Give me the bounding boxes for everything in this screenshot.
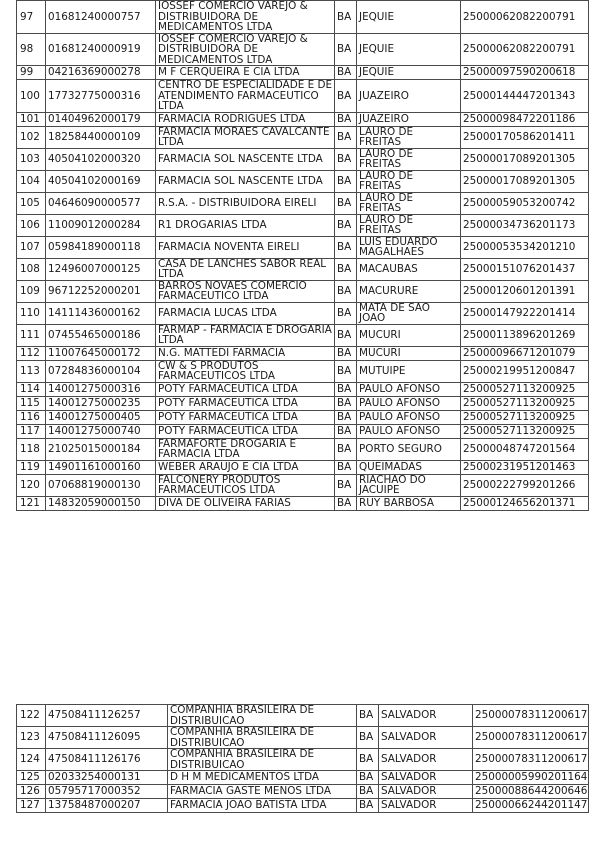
table-row [17,705,589,727]
cnpj-cell: 14901161000160 [46,460,156,474]
row-number: 108 [17,258,46,280]
company-name-cell: FARMACIA SOL NASCENTE LTDA [156,170,335,192]
cnpj-cell: 04216369000278 [46,66,156,80]
cnpj-cell: 13758487000207 [46,799,168,813]
row-number: 115 [17,396,46,410]
process-code-cell: 25000062082200791 [461,33,589,66]
process-code-cell: 25000170586201411 [461,126,589,148]
state-cell: BA [357,749,379,771]
city-cell: MACAUBAS [357,258,461,280]
table-row [17,460,589,474]
table-row [17,280,589,302]
state-cell: BA [335,112,357,126]
company-name-cell: IOSSEF COMERCIO VAREJO & DISTRIBUIDORA DE MEDICAMENTOS LTDA [156,1,335,34]
cnpj-cell: 18258440000109 [46,126,156,148]
city-cell: LAURO DE FREITAS [357,214,461,236]
process-code-cell: 25000078311200617 [473,727,589,749]
company-name-cell: FALCONERY PRODUTOS FARMACEUTICOS LTDA [156,474,335,496]
company-name-cell: R1 DROGARIAS LTDA [156,214,335,236]
company-name-cell: FARMACIA RODRIGUES LTDA [156,112,335,126]
table-row [17,66,589,80]
table-row [17,771,589,785]
company-name-cell: CASA DE LANCHES SABOR REAL LTDA [156,258,335,280]
process-code-cell: 25000147922201414 [461,302,589,324]
row-number: 103 [17,148,46,170]
company-name-cell: IOSSEF COMERCIO VAREJO & DISTRIBUIDORA DE MEDICAMENTOS LTDA [156,33,335,66]
company-name-cell: FARMACIA SOL NASCENTE LTDA [156,148,335,170]
city-cell: PAULO AFONSO [357,382,461,396]
company-name-cell: DIVA DE OLIVEIRA FARIAS [156,496,335,510]
state-cell: BA [335,474,357,496]
row-number: 114 [17,382,46,396]
cnpj-cell: 40504102000169 [46,170,156,192]
table-row [17,474,589,496]
cnpj-cell: 07455465000186 [46,324,156,346]
table-row [17,302,589,324]
city-cell: MATA DE SAO JOAO [357,302,461,324]
state-cell: BA [335,302,357,324]
cnpj-cell: 12496007000125 [46,258,156,280]
city-cell: QUEIMADAS [357,460,461,474]
state-cell: BA [335,346,357,360]
row-number: 106 [17,214,46,236]
state-cell: BA [335,126,357,148]
process-code-cell: 25000120601201391 [461,280,589,302]
state-cell: BA [357,727,379,749]
company-name-cell: FARMAP - FARMACIA E DROGARIA LTDA [156,324,335,346]
company-name-cell: FARMACIA NOVENTA EIRELI [156,236,335,258]
state-cell: BA [357,785,379,799]
company-name-cell: WEBER ARAUJO E CIA LTDA [156,460,335,474]
city-cell: JEQUIE [357,33,461,66]
state-cell: BA [335,1,357,34]
cnpj-cell: 01681240000757 [46,1,156,34]
state-cell: BA [357,705,379,727]
table-row [17,727,589,749]
state-cell: BA [335,148,357,170]
cnpj-cell: 05984189000118 [46,236,156,258]
city-cell: LAURO DE FREITAS [357,126,461,148]
company-name-cell: COMPANHIA BRASILEIRA DE DISTRIBUICAO [168,705,357,727]
row-number: 122 [17,705,46,727]
cnpj-cell: 11007645000172 [46,346,156,360]
company-name-cell: COMPANHIA BRASILEIRA DE DISTRIBUICAO [168,749,357,771]
cnpj-cell: 17732775000316 [46,80,156,113]
city-cell: RUY BARBOSA [357,496,461,510]
table-row [17,360,589,382]
state-cell: BA [335,192,357,214]
process-code-cell: 25000078311200617 [473,749,589,771]
row-number: 123 [17,727,46,749]
row-number: 118 [17,438,46,460]
row-number: 107 [17,236,46,258]
row-number: 104 [17,170,46,192]
company-name-cell: CENTRO DE ESPECIALIDADE E DE ATENDIMENTO FARMACEUTICO LTDA [156,80,335,113]
cnpj-cell: 07284836000104 [46,360,156,382]
company-name-cell: M F CERQUEIRA E CIA LTDA [156,66,335,80]
company-name-cell: POTY FARMACEUTICA LTDA [156,382,335,396]
table-row [17,258,589,280]
company-name-cell: FARMAFORTE DROGARIA E FARMACIA LTDA [156,438,335,460]
cnpj-cell: 47508411126095 [46,727,168,749]
city-cell: JEQUIE [357,1,461,34]
table-row [17,396,589,410]
row-number: 112 [17,346,46,360]
company-name-cell: FARMACIA GASTE MENOS LTDA [168,785,357,799]
row-number: 119 [17,460,46,474]
row-number: 117 [17,424,46,438]
row-number: 126 [17,785,46,799]
cnpj-cell: 14001275000316 [46,382,156,396]
company-name-cell: FARMACIA JOAO BATISTA LTDA [168,799,357,813]
table-row [17,496,589,510]
table-row [17,799,589,813]
process-code-cell: 25000078311200617 [473,705,589,727]
cnpj-cell: 01681240000919 [46,33,156,66]
company-name-cell: R.S.A. - DISTRIBUIDORA EIRELI [156,192,335,214]
process-code-cell: 25000017089201305 [461,170,589,192]
table-row [17,170,589,192]
state-cell: BA [357,799,379,813]
state-cell: BA [335,460,357,474]
table-row [17,33,589,66]
company-name-cell: D H M MEDICAMENTOS LTDA [168,771,357,785]
process-code-cell: 25000034736201173 [461,214,589,236]
process-code-cell: 25000088644200646 [473,785,589,799]
state-cell: BA [335,360,357,382]
state-cell: BA [335,438,357,460]
cnpj-cell: 47508411126176 [46,749,168,771]
process-code-cell: 25000017089201305 [461,148,589,170]
table-row [17,214,589,236]
row-number: 124 [17,749,46,771]
cnpj-cell: 14001275000405 [46,410,156,424]
process-code-cell: 25000098472201186 [461,112,589,126]
table-row [17,192,589,214]
process-code-cell: 25000066244201147 [473,799,589,813]
company-name-cell: N.G. MATTEDI FARMACIA [156,346,335,360]
table-row [17,236,589,258]
city-cell: SALVADOR [379,749,473,771]
cnpj-cell: 40504102000320 [46,148,156,170]
registry-table-part-1 [16,0,589,511]
state-cell: BA [335,280,357,302]
table-row [17,1,589,34]
state-cell: BA [335,410,357,424]
row-number: 125 [17,771,46,785]
registry-table-part-2 [16,704,589,813]
cnpj-cell: 96712252000201 [46,280,156,302]
city-cell: JEQUIE [357,66,461,80]
city-cell: MUCURI [357,346,461,360]
row-number: 105 [17,192,46,214]
city-cell: PAULO AFONSO [357,424,461,438]
process-code-cell: 25000097590200618 [461,66,589,80]
process-code-cell: 25000219951200847 [461,360,589,382]
row-number: 116 [17,410,46,424]
row-number: 98 [17,33,46,66]
state-cell: BA [335,496,357,510]
city-cell: PAULO AFONSO [357,410,461,424]
process-code-cell: 25000053534201210 [461,236,589,258]
table-row [17,438,589,460]
table-row [17,785,589,799]
cnpj-cell: 21025015000184 [46,438,156,460]
process-code-cell: 25000222799201266 [461,474,589,496]
cnpj-cell: 47508411126257 [46,705,168,727]
city-cell: JUAZEIRO [357,80,461,113]
process-code-cell: 25000527113200925 [461,410,589,424]
cnpj-cell: 14001275000740 [46,424,156,438]
row-number: 120 [17,474,46,496]
cnpj-cell: 04646090000577 [46,192,156,214]
company-name-cell: POTY FARMACEUTICA LTDA [156,396,335,410]
table-row [17,382,589,396]
row-number: 127 [17,799,46,813]
state-cell: BA [335,396,357,410]
cnpj-cell: 05795717000352 [46,785,168,799]
process-code-cell: 25000096671201079 [461,346,589,360]
process-code-cell: 25000231951201463 [461,460,589,474]
process-code-cell: 25000062082200791 [461,1,589,34]
row-number: 110 [17,302,46,324]
state-cell: BA [335,33,357,66]
cnpj-cell: 14001275000235 [46,396,156,410]
row-number: 99 [17,66,46,80]
company-name-cell: POTY FARMACEUTICA LTDA [156,424,335,438]
state-cell: BA [335,214,357,236]
city-cell: PORTO SEGURO [357,438,461,460]
city-cell: MUTUIPE [357,360,461,382]
table-row [17,126,589,148]
state-cell: BA [335,258,357,280]
row-number: 121 [17,496,46,510]
state-cell: BA [335,382,357,396]
table-row [17,148,589,170]
company-name-cell: POTY FARMACEUTICA LTDA [156,410,335,424]
row-number: 111 [17,324,46,346]
city-cell: JUAZEIRO [357,112,461,126]
cnpj-cell: 02033254000131 [46,771,168,785]
state-cell: BA [335,236,357,258]
cnpj-cell: 14111436000162 [46,302,156,324]
cnpj-cell: 07068819000130 [46,474,156,496]
company-name-cell: FARMACIA LUCAS LTDA [156,302,335,324]
table-row [17,410,589,424]
city-cell: LAURO DE FREITAS [357,148,461,170]
state-cell: BA [335,170,357,192]
process-code-cell: 25000527113200925 [461,424,589,438]
table-row [17,749,589,771]
city-cell: MACURURE [357,280,461,302]
process-code-cell: 25000527113200925 [461,382,589,396]
state-cell: BA [335,80,357,113]
state-cell: BA [357,771,379,785]
city-cell: LUIS EDUARDO MAGALHAES [357,236,461,258]
city-cell: LAURO DE FREITAS [357,192,461,214]
city-cell: RIACHAO DO JACUIPE [357,474,461,496]
city-cell: LAURO DE FREITAS [357,170,461,192]
state-cell: BA [335,66,357,80]
company-name-cell: COMPANHIA BRASILEIRA DE DISTRIBUICAO [168,727,357,749]
company-name-cell: FARMACIA MORAES CAVALCANTE LTDA [156,126,335,148]
table-row [17,112,589,126]
company-name-cell: BARROS NOVAES COMERCIO FARMACEUTICO LTDA [156,280,335,302]
city-cell: MUCURI [357,324,461,346]
cnpj-cell: 11009012000284 [46,214,156,236]
state-cell: BA [335,424,357,438]
process-code-cell: 25000151076201437 [461,258,589,280]
row-number: 113 [17,360,46,382]
process-code-cell: 25000059053200742 [461,192,589,214]
cnpj-cell: 14832059000150 [46,496,156,510]
row-number: 101 [17,112,46,126]
table-row [17,324,589,346]
company-name-cell: CW & S PRODUTOS FARMACEUTICOS LTDA [156,360,335,382]
process-code-cell: 25000527113200925 [461,396,589,410]
process-code-cell: 25000144447201343 [461,80,589,113]
table-row [17,424,589,438]
city-cell: SALVADOR [379,799,473,813]
row-number: 100 [17,80,46,113]
city-cell: SALVADOR [379,785,473,799]
row-number: 97 [17,1,46,34]
process-code-cell: 25000124656201371 [461,496,589,510]
row-number: 109 [17,280,46,302]
city-cell: PAULO AFONSO [357,396,461,410]
table-row [17,346,589,360]
cnpj-cell: 01404962000179 [46,112,156,126]
table-row [17,80,589,113]
process-code-cell: 25000005990201164 [473,771,589,785]
state-cell: BA [335,324,357,346]
city-cell: SALVADOR [379,727,473,749]
process-code-cell: 25000113896201269 [461,324,589,346]
row-number: 102 [17,126,46,148]
city-cell: SALVADOR [379,771,473,785]
city-cell: SALVADOR [379,705,473,727]
process-code-cell: 25000048747201564 [461,438,589,460]
